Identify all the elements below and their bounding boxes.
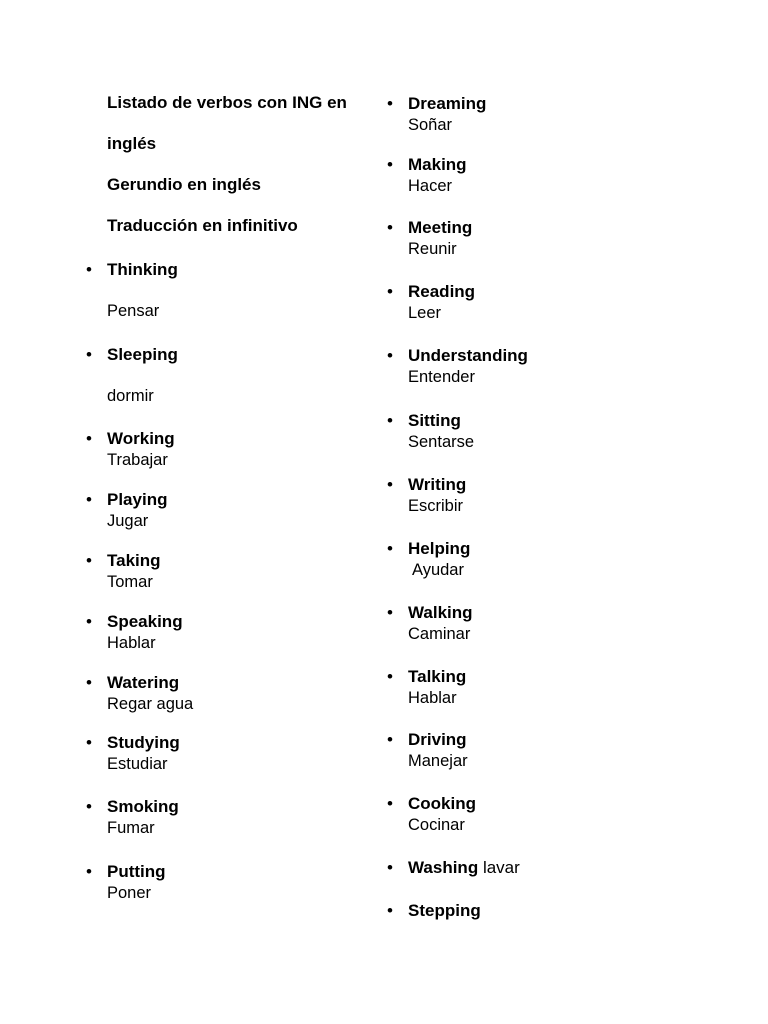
bullet-icon: • bbox=[86, 551, 92, 570]
bullet-icon: • bbox=[387, 730, 393, 749]
verb-term: Putting bbox=[107, 862, 166, 881]
bullet-icon: • bbox=[387, 218, 393, 237]
verb-term: Talking bbox=[408, 667, 467, 686]
verb-translation: Sentarse bbox=[408, 433, 475, 451]
verb-term-inline bbox=[408, 858, 520, 878]
verb-translation: Hacer bbox=[408, 177, 453, 195]
verb-translation: Estudiar bbox=[107, 755, 168, 773]
bullet-icon: • bbox=[86, 260, 92, 279]
bullet-icon: • bbox=[387, 794, 393, 813]
verb-translation: Fumar bbox=[107, 819, 155, 837]
document-title: Listado de verbos con ING en bbox=[107, 93, 347, 112]
verb-term: Studying bbox=[107, 733, 180, 752]
verb-term: Making bbox=[408, 155, 467, 174]
verb-term: Speaking bbox=[107, 612, 183, 631]
verb-term: Playing bbox=[107, 490, 168, 509]
verb-term: Washing bbox=[408, 858, 479, 877]
verb-term: Working bbox=[107, 429, 175, 448]
bullet-icon: • bbox=[86, 673, 92, 692]
bullet-icon: • bbox=[86, 862, 92, 881]
verb-term: Walking bbox=[408, 603, 473, 622]
verb-translation: Caminar bbox=[408, 625, 471, 643]
verb-translation: Tomar bbox=[107, 573, 153, 591]
document-title-cont: inglés bbox=[107, 134, 157, 153]
verb-translation: Hablar bbox=[107, 634, 156, 652]
verb-translation: Regar agua bbox=[107, 695, 194, 713]
bullet-icon: • bbox=[86, 612, 92, 631]
verb-term: Watering bbox=[107, 673, 180, 692]
gerund-heading: Gerundio en inglés bbox=[107, 175, 261, 194]
verb-translation: Cocinar bbox=[408, 816, 465, 834]
verb-translation: Escribir bbox=[408, 497, 464, 515]
bullet-icon: • bbox=[387, 346, 393, 365]
verb-term: Taking bbox=[107, 551, 161, 570]
bullet-icon: • bbox=[387, 411, 393, 430]
bullet-icon: • bbox=[86, 797, 92, 816]
verb-translation: Trabajar bbox=[107, 451, 168, 469]
bullet-icon: • bbox=[387, 155, 393, 174]
bullet-icon: • bbox=[387, 475, 393, 494]
bullet-icon: • bbox=[86, 733, 92, 752]
verb-term: Sitting bbox=[408, 411, 461, 430]
verb-term: Dreaming bbox=[408, 94, 487, 113]
bullet-icon: • bbox=[387, 858, 393, 877]
verb-translation: Reunir bbox=[408, 240, 457, 258]
verb-translation: Leer bbox=[408, 304, 442, 322]
verb-term: Understanding bbox=[408, 346, 528, 365]
bullet-icon: • bbox=[387, 282, 393, 301]
verb-translation: Jugar bbox=[107, 512, 149, 530]
verb-term: Smoking bbox=[107, 797, 179, 816]
bullet-icon: • bbox=[387, 901, 393, 920]
translation-heading: Traducción en infinitivo bbox=[107, 216, 298, 235]
verb-translation: Soñar bbox=[408, 116, 453, 134]
verb-translation: lavar bbox=[482, 858, 520, 877]
verb-term: Sleeping bbox=[107, 345, 178, 364]
verb-term: Reading bbox=[408, 282, 476, 301]
verb-translation: dormir bbox=[107, 387, 154, 405]
verb-translation: Entender bbox=[408, 368, 475, 386]
verb-translation: Manejar bbox=[408, 752, 468, 770]
verb-term: Writing bbox=[408, 475, 467, 494]
verb-translation: Hablar bbox=[408, 689, 457, 707]
bullet-icon: • bbox=[387, 603, 393, 622]
bullet-icon: • bbox=[387, 94, 393, 113]
verb-term: Driving bbox=[408, 730, 467, 749]
bullet-icon: • bbox=[86, 345, 92, 364]
verb-term: Helping bbox=[408, 539, 471, 558]
bullet-icon: • bbox=[86, 429, 92, 448]
verb-translation: Poner bbox=[107, 884, 152, 902]
bullet-icon: • bbox=[387, 539, 393, 558]
verb-translation: Pensar bbox=[107, 302, 160, 320]
bullet-icon: • bbox=[86, 490, 92, 509]
verb-term: Cooking bbox=[408, 794, 476, 813]
verb-translation: Ayudar bbox=[412, 561, 464, 579]
verb-term: Stepping bbox=[408, 901, 481, 920]
verb-term: Thinking bbox=[107, 260, 178, 279]
verb-term: Meeting bbox=[408, 218, 473, 237]
bullet-icon: • bbox=[387, 667, 393, 686]
